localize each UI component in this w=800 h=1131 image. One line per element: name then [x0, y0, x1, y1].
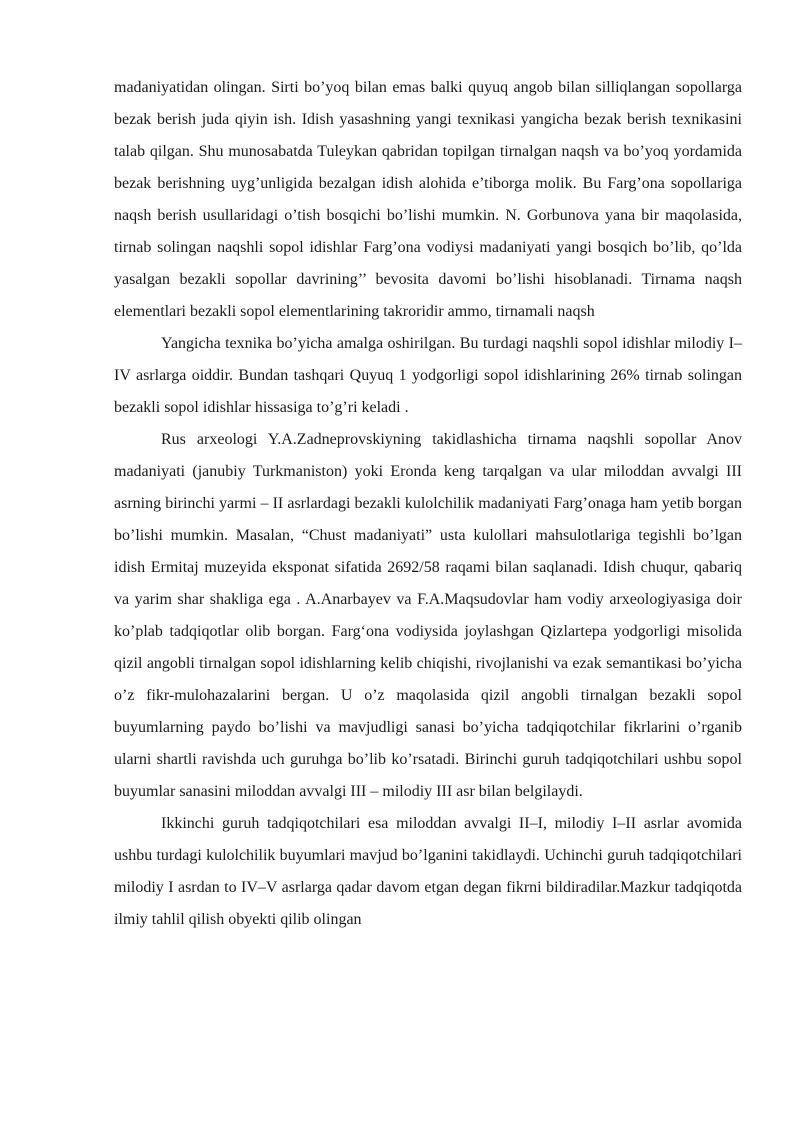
body-text [114, 72, 742, 936]
paragraph-3: Rus arxeologi Y.A.Zadneprovskiyning takidlashicha tirnama naqshli sopollar Anov madaniyati (janubiy Turkmaniston) yoki Eronda keng tarqalgan va ular miloddan avvalgi III asrning birinchi yarmi – II asrlardagi bezakli kulolchilik madaniyati Farg’onaga ham yetib borgan bo’lishi mumkin. Masalan, “Chust madaniyati” usta kulollari mahsulotlariga tegishli bo’lgan idish Ermitaj muzeyida eksponat sifatida 2692/58 raqami bilan saqlanadi. Idish chuqur, qabariq va yarim shar shakliga ega . A.Anarbayev va F.A.Maqsudovlar ham vodiy arxeologiyasiga doir ko’plab tadqiqotlar olib borgan. Farg‘ona vodiysida joylashgan Qizlartepa yodgorligi misolida qizil angobli tirnalgan sopol idishlarning kelib chiqishi, rivojlanishi va ezak semantikasi bo’yicha o’z fikr-mulohazalarini bergan. U o’z maqolasida qizil angobli tirnalgan bezakli sopol buyumlarning paydo bo’lishi va mavjudligi sanasi bo’yicha tadqiqotchilar fikrlarini o’rganib ularni shartli ravishda uch guruhga bo’lib ko’rsatadi. Birinchi guruh tadqiqotchilari ushbu sopol buyumlar sanasini miloddan avvalgi III – milodiy III asr bilan belgilaydi. [114, 431, 742, 800]
paragraph-1: madaniyatidan olingan. Sirti bo’yoq bilan emas balki quyuq angob bilan silliqlangan sopollarga bezak berish juda qiyin ish. Idish yasashning yangi texnikasi yangicha bezak berish texnikasini talab qilgan. Shu munosabatda Tuleykan qabridan topilgan tirnalgan naqsh va bo’yoq yordamida bezak berishning uyg’unligida bezalgan idish alohida e’tiborga molik. Bu Farg’ona sopollariga naqsh berish usullaridagi o’tish bosqichi bo’lishi mumkin. N. Gorbunova yana bir maqolasida, tirnab solingan naqshli sopol idishlar Farg’ona vodiysi madaniyati yangi bosqich bo’lib, qo’lda yasalgan bezakli sopollar davrining’’ bevosita davomi bo’lishi hisoblanadi. Tirnama naqsh elementlari bezakli sopol elementlarining takroridir ammo, tirnamali naqsh [114, 79, 742, 320]
paragraph-2: Yangicha texnika bo’yicha amalga oshirilgan. Bu turdagi naqshli sopol idishlar milodiy I–IV asrlarga oiddir. Bundan tashqari Quyuq 1 yodgorligi sopol idishlarining 26% tirnab solingan bezakli sopol idishlar hissasiga to’g’ri keladi . [114, 335, 742, 416]
paragraph-4: Ikkinchi guruh tadqiqotchilari esa miloddan avvalgi II–I, milodiy I–II asrlar avomida ushbu turdagi kulolchilik buyumlari mavjud bo’lganini takidlaydi. Uchinchi guruh tadqiqotchilari milodiy I asrdan to IV–V asrlarga qadar davom etgan degan fikrni bildiradilar.Mazkur tadqiqotda ilmiy tahlil qilish obyekti qilib olingan [114, 815, 742, 928]
